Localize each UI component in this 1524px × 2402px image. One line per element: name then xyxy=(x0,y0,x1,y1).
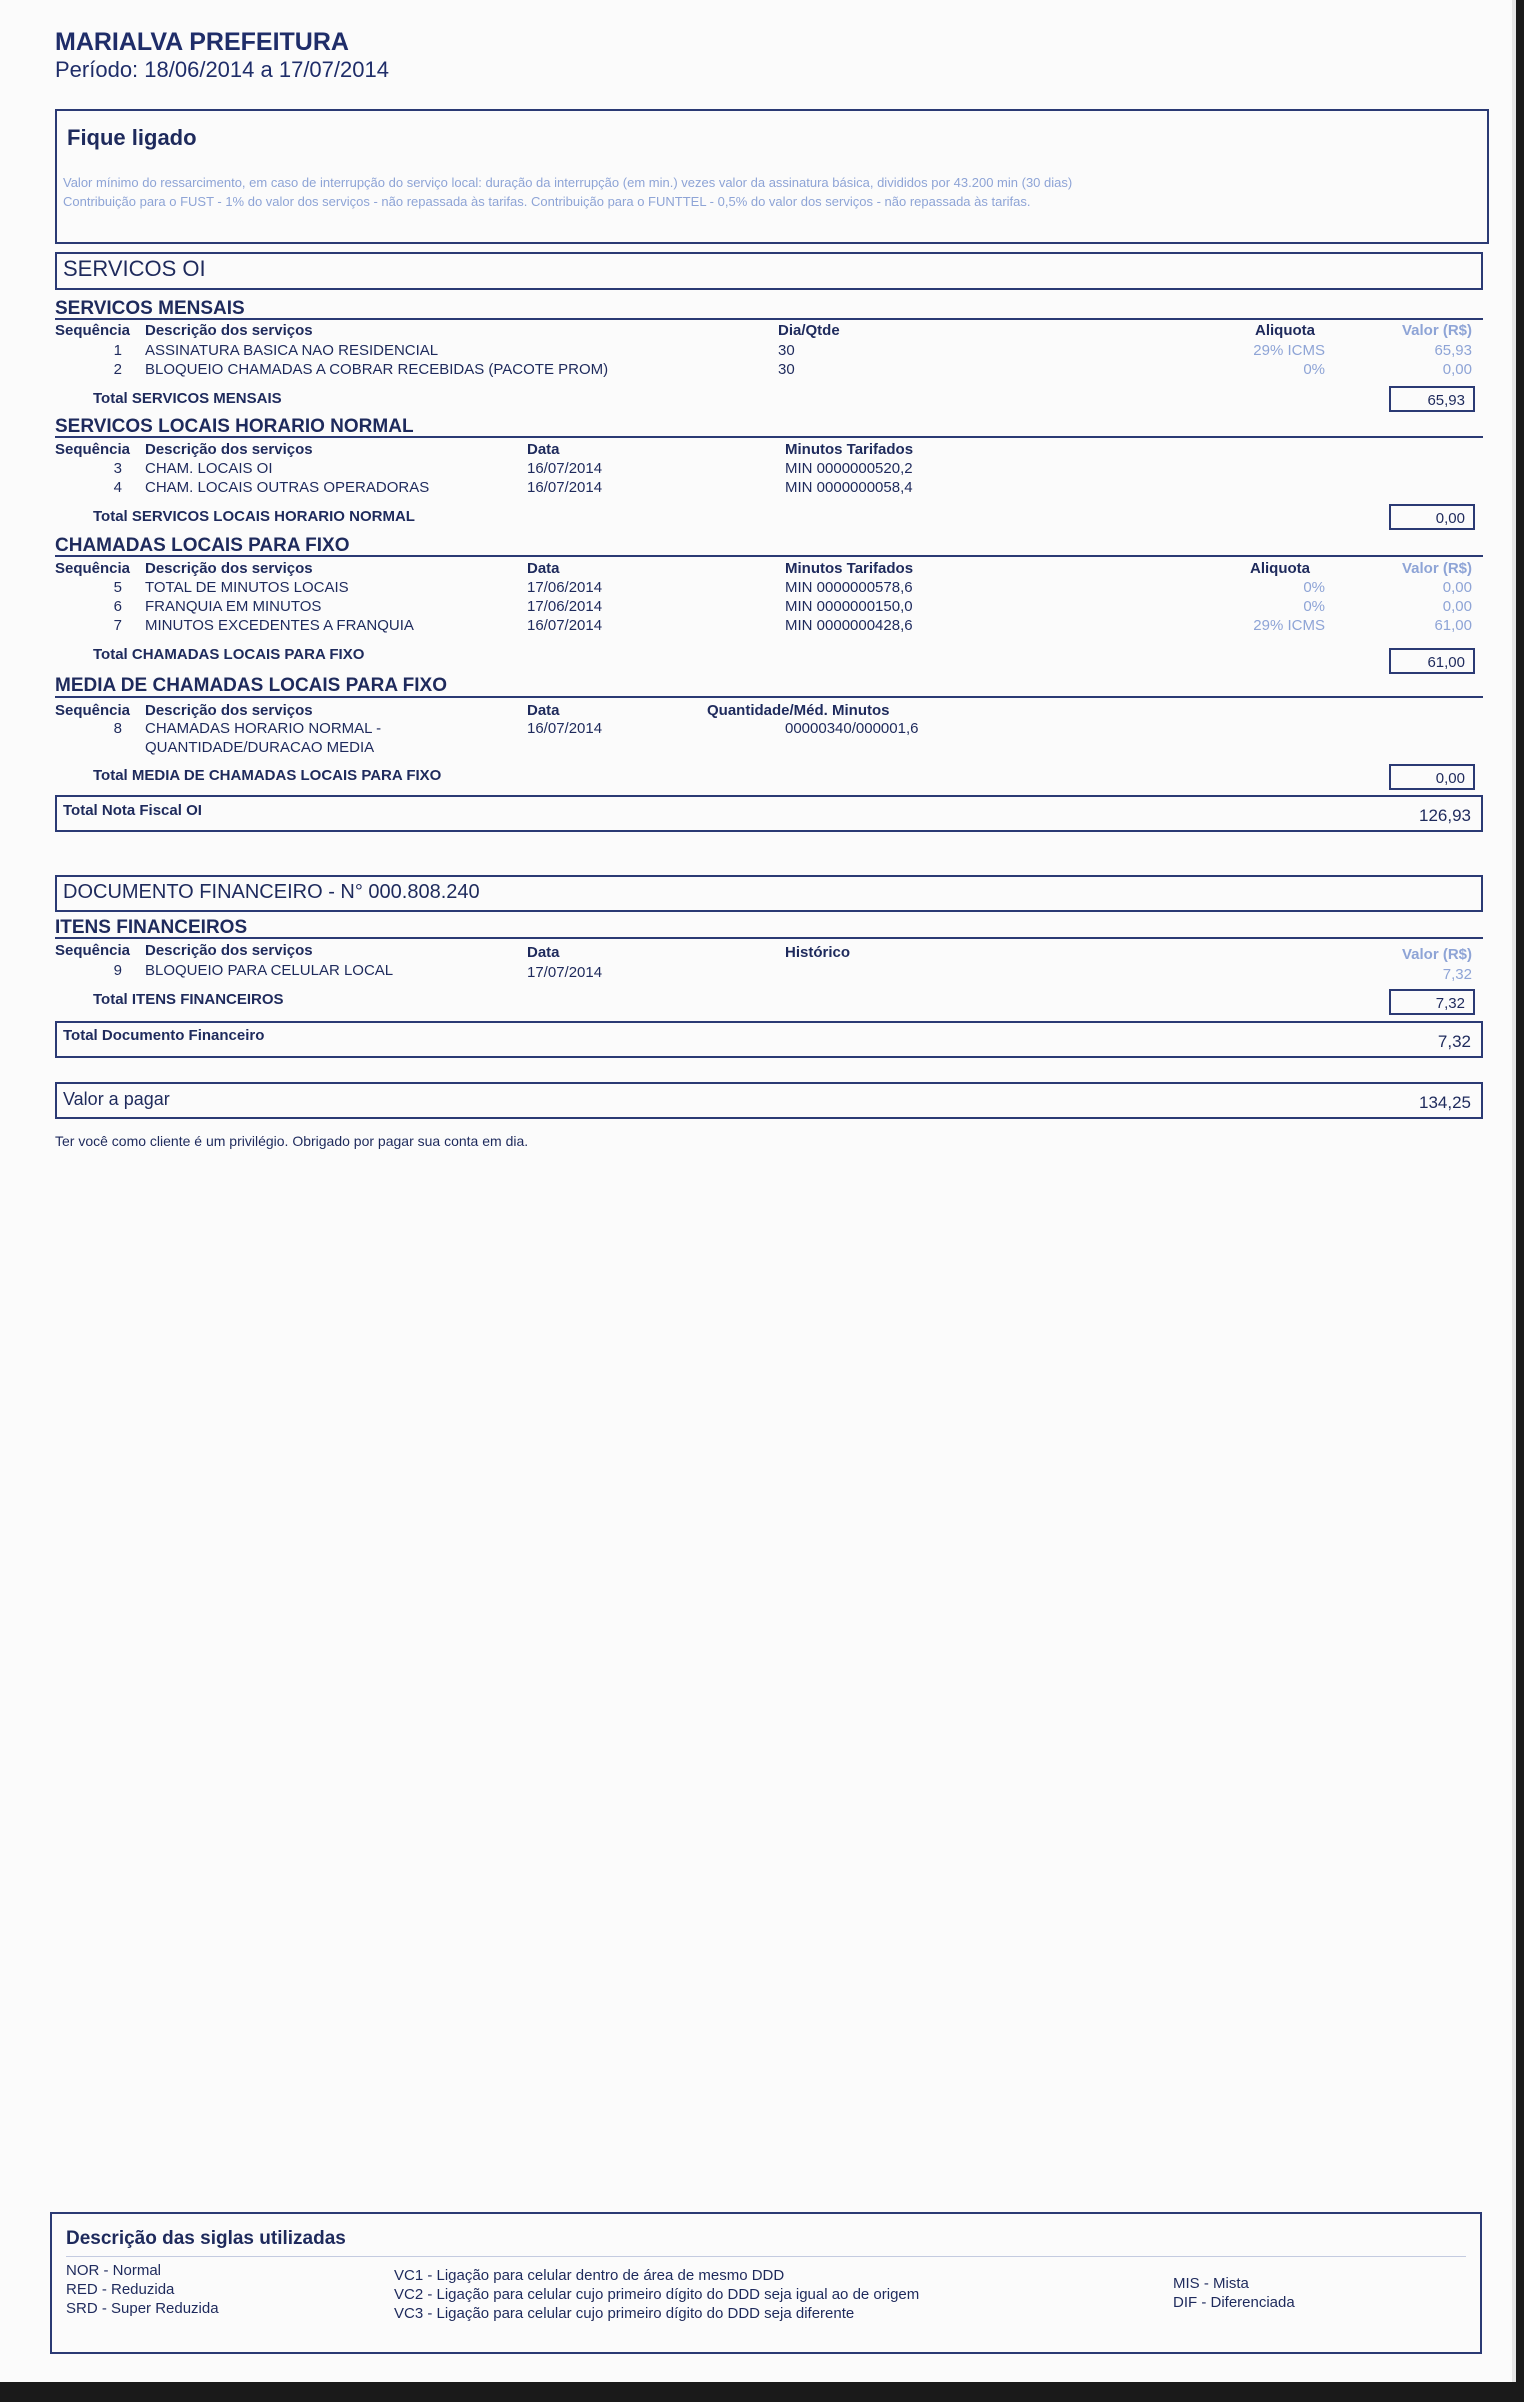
row-aliquota: 0% xyxy=(1303,361,1325,378)
subtotal-label: Total SERVICOS LOCAIS HORARIO NORMAL xyxy=(93,508,415,525)
row-seq: 3 xyxy=(113,460,122,477)
siglas-title: Descrição das siglas utilizadas xyxy=(66,2228,346,2249)
row-seq: 4 xyxy=(113,479,122,496)
row-valor: 61,00 xyxy=(1434,617,1472,634)
valor-a-pagar-box xyxy=(55,1082,1483,1119)
notice-box xyxy=(55,109,1489,244)
col-data: Data xyxy=(527,441,560,458)
siglas-box xyxy=(50,2212,1482,2354)
row-data: 17/06/2014 xyxy=(527,579,603,596)
row-desc: CHAM. LOCAIS OUTRAS OPERADORAS xyxy=(145,479,430,496)
section-title-fixo: CHAMADAS LOCAIS PARA FIXO xyxy=(55,535,350,556)
col-sequencia: Sequência xyxy=(55,702,131,719)
nota-fiscal-total-box xyxy=(55,795,1483,832)
sigla-vc3: VC3 - Ligação para celular cujo primeiro dígito do DDD seja diferente xyxy=(394,2305,855,2322)
row-aliquota: 29% ICMS xyxy=(1253,617,1325,634)
row-desc: MINUTOS EXCEDENTES A FRANQUIA xyxy=(145,617,414,634)
row-quantidade: 00000340/000001,6 xyxy=(785,720,919,737)
row-desc: CHAM. LOCAIS OI xyxy=(145,460,273,477)
nota-fiscal-value: 126,93 xyxy=(1419,806,1471,825)
section-title-mensais: SERVICOS MENSAIS xyxy=(55,298,245,319)
subtotal-value: 0,00 xyxy=(1389,764,1475,790)
subtotal-label: Total SERVICOS MENSAIS xyxy=(93,390,282,407)
documento-financeiro-title: DOCUMENTO FINANCEIRO - N° 000.808.240 xyxy=(63,881,480,903)
row-desc: CHAMADAS HORARIO NORMAL - xyxy=(145,720,382,737)
valor-a-pagar-value: 134,25 xyxy=(1419,1093,1471,1112)
row-data: 17/07/2014 xyxy=(527,964,603,981)
row-seq: 1 xyxy=(113,342,122,359)
row-valor: 0,00 xyxy=(1442,361,1472,378)
row-desc: ASSINATURA BASICA NAO RESIDENCIAL xyxy=(145,342,439,359)
row-data: 16/07/2014 xyxy=(527,720,603,737)
col-aliquota: Aliquota xyxy=(1250,560,1310,577)
col-sequencia: Sequência xyxy=(55,441,131,458)
sigla-red: RED - Reduzida xyxy=(66,2281,175,2298)
col-data: Data xyxy=(527,702,560,719)
col-valor: Valor (R$) xyxy=(1401,560,1472,577)
row-aliquota: 29% ICMS xyxy=(1253,342,1325,359)
divider xyxy=(55,436,1483,438)
documento-financeiro-box xyxy=(55,875,1483,912)
row-minutos: MIN 0000000150,0 xyxy=(785,598,913,615)
sigla-nor: NOR - Normal xyxy=(66,2262,162,2279)
row-minutos: MIN 0000000058,4 xyxy=(785,479,913,496)
row-desc: TOTAL DE MINUTOS LOCAIS xyxy=(145,579,349,596)
section-title-locais: SERVICOS LOCAIS HORARIO NORMAL xyxy=(55,416,414,437)
servicos-oi-box xyxy=(55,252,1483,290)
col-descricao: Descrição dos serviços xyxy=(145,322,313,339)
col-minutos: Minutos Tarifados xyxy=(785,560,914,577)
divider xyxy=(55,696,1483,698)
row-desc: FRANQUIA EM MINUTOS xyxy=(145,598,322,615)
row-desc: BLOQUEIO CHAMADAS A COBRAR RECEBIDAS (PACOTE PROM) xyxy=(145,361,609,378)
sigla-dif: DIF - Diferenciada xyxy=(1173,2294,1295,2311)
row-minutos: MIN 0000000578,6 xyxy=(785,579,913,596)
col-data: Data xyxy=(527,944,560,961)
notice-line-2: Contribuição para o FUST - 1% do valor dos serviços - não repassada às tarifas. Contribuição para o FUNTTEL - 0,5% do valor dos serviços - não repassada às tarifas. xyxy=(63,194,1031,209)
company-name: MARIALVA PREFEITURA xyxy=(55,28,349,56)
col-valor: Valor (R$) xyxy=(1401,946,1472,963)
row-data: 16/07/2014 xyxy=(527,617,603,634)
subtotal-value: 65,93 xyxy=(1389,386,1475,412)
col-historico: Histórico xyxy=(785,944,851,961)
billing-period: Período: 18/06/2014 a 17/07/2014 xyxy=(55,57,389,82)
col-dia-qtde: Dia/Qtde xyxy=(778,322,840,339)
row-seq: 9 xyxy=(113,962,122,979)
subtotal-value: 61,00 xyxy=(1389,648,1475,674)
col-quantidade: Quantidade/Méd. Minutos xyxy=(707,702,890,719)
row-valor: 0,00 xyxy=(1442,598,1472,615)
documento-financeiro-total-value: 7,32 xyxy=(1437,1032,1471,1051)
sigla-vc2: VC2 - Ligação para celular cujo primeiro dígito do DDD seja igual ao de origem xyxy=(394,2286,920,2303)
row-desc-continued: QUANTIDADE/DURACAO MEDIA xyxy=(145,739,375,756)
valor-a-pagar-label: Valor a pagar xyxy=(63,1089,170,1109)
row-valor: 7,32 xyxy=(1442,966,1472,983)
col-sequencia: Sequência xyxy=(55,942,131,959)
col-descricao: Descrição dos serviços xyxy=(145,702,313,719)
row-seq: 6 xyxy=(113,598,122,615)
row-data: 17/06/2014 xyxy=(527,598,603,615)
subtotal-label: Total MEDIA DE CHAMADAS LOCAIS PARA FIXO xyxy=(93,767,442,784)
row-aliquota: 0% xyxy=(1303,579,1325,596)
sigla-mis: MIS - Mista xyxy=(1173,2275,1249,2292)
divider xyxy=(55,937,1483,939)
divider xyxy=(55,318,1483,320)
section-title-itens: ITENS FINANCEIROS xyxy=(55,917,248,938)
divider xyxy=(55,555,1483,557)
subtotal-value: 0,00 xyxy=(1389,504,1475,530)
row-seq: 7 xyxy=(113,617,122,634)
row-valor: 0,00 xyxy=(1442,579,1472,596)
row-qtde: 30 xyxy=(778,342,795,359)
documento-financeiro-total-label: Total Documento Financeiro xyxy=(63,1027,265,1044)
col-descricao: Descrição dos serviços xyxy=(145,560,313,577)
row-data: 16/07/2014 xyxy=(527,460,603,477)
subtotal-label: Total CHAMADAS LOCAIS PARA FIXO xyxy=(93,646,365,663)
col-descricao: Descrição dos serviços xyxy=(145,441,313,458)
sigla-srd: SRD - Super Reduzida xyxy=(66,2300,219,2317)
documento-financeiro-total-box xyxy=(55,1021,1483,1058)
col-sequencia: Sequência xyxy=(55,560,131,577)
subtotal-value: 7,32 xyxy=(1389,989,1475,1015)
col-aliquota: Aliquota xyxy=(1255,322,1315,339)
divider xyxy=(66,2256,1466,2257)
row-desc: BLOQUEIO PARA CELULAR LOCAL xyxy=(145,962,394,979)
row-seq: 2 xyxy=(113,361,122,378)
sigla-vc1: VC1 - Ligação para celular dentro de área de mesmo DDD xyxy=(394,2267,785,2284)
col-sequencia: Sequência xyxy=(55,322,131,339)
notice-line-1: Valor mínimo do ressarcimento, em caso de interrupção do serviço local: duração da interrupção (em min.) vezes valor da assinatura básica, divididos por 43.200 min (30 dias) xyxy=(63,175,1073,190)
section-title-media: MEDIA DE CHAMADAS LOCAIS PARA FIXO xyxy=(55,675,447,696)
row-seq: 5 xyxy=(113,579,122,596)
col-minutos: Minutos Tarifados xyxy=(785,441,914,458)
nota-fiscal-label: Total Nota Fiscal OI xyxy=(63,802,202,819)
servicos-oi-title: SERVICOS OI xyxy=(63,256,206,281)
col-data: Data xyxy=(527,560,560,577)
row-aliquota: 0% xyxy=(1303,598,1325,615)
subtotal-label: Total ITENS FINANCEIROS xyxy=(93,991,284,1008)
row-minutos: MIN 0000000520,2 xyxy=(785,460,913,477)
row-qtde: 30 xyxy=(778,361,795,378)
notice-title: Fique ligado xyxy=(67,125,197,150)
row-data: 16/07/2014 xyxy=(527,479,603,496)
thank-you-message: Ter você como cliente é um privilégio. Obrigado por pagar sua conta em dia. xyxy=(55,1133,529,1149)
col-descricao: Descrição dos serviços xyxy=(145,942,313,959)
row-minutos: MIN 0000000428,6 xyxy=(785,617,913,634)
col-valor: Valor (R$) xyxy=(1401,322,1472,339)
row-seq: 8 xyxy=(113,720,122,737)
row-valor: 65,93 xyxy=(1434,342,1472,359)
